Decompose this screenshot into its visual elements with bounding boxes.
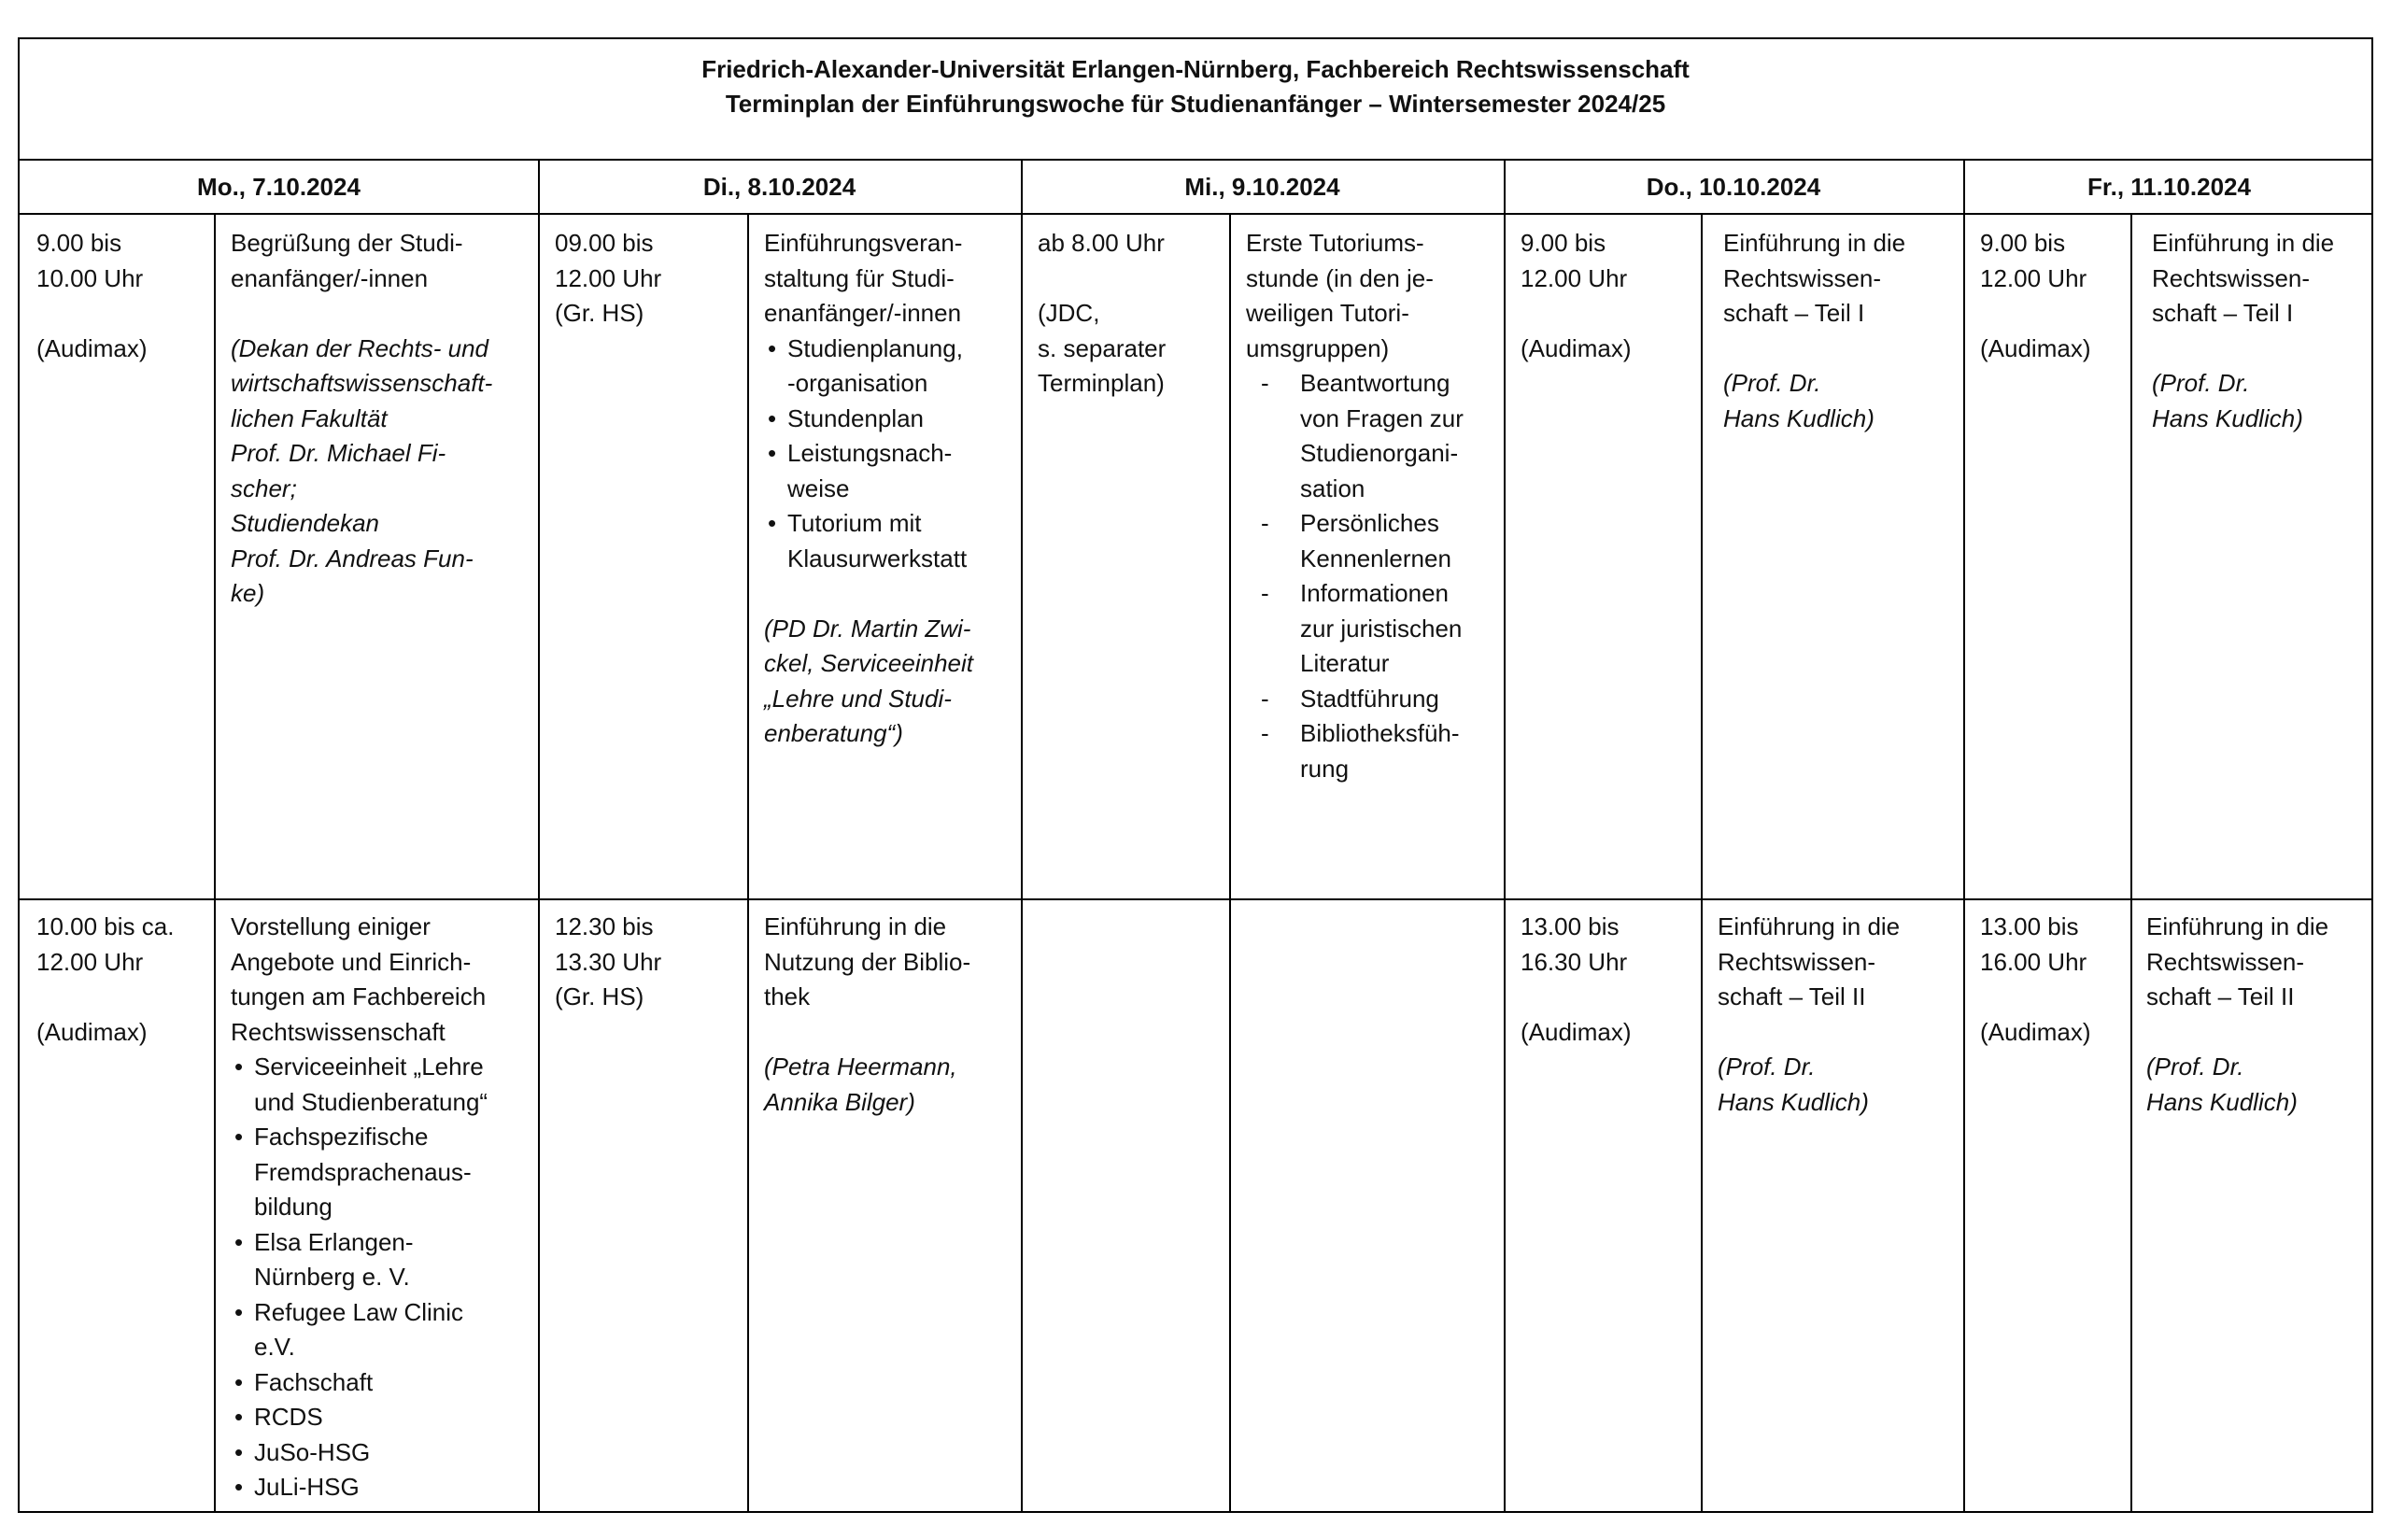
tue-slot2-time: 12.30 bis 13.30 Uhr (Gr. HS) xyxy=(555,910,742,1015)
day-header-wednesday: Mi., 9.10.2024 xyxy=(1184,173,1340,201)
list-item: - Informationen zur juristischen Literatur xyxy=(1246,576,1500,682)
table-header xyxy=(20,39,2371,161)
list-item: • Stundenplan xyxy=(764,402,1018,437)
row-divider xyxy=(20,898,2373,900)
speaker: (Prof. Dr. Hans Kudlich) xyxy=(2146,1053,2298,1116)
divider-line xyxy=(1963,161,1965,1513)
thu-slot1-event: Einführung in die Rechtswissen- schaft – Teil I (Prof. Dr. Hans Kudlich) xyxy=(1723,226,1961,436)
list-item: • Serviceeinheit „Lehre und Studienberatung“ xyxy=(231,1050,537,1120)
divider-line xyxy=(2130,215,2132,1513)
divider-line xyxy=(538,161,540,1513)
day-header-thursday: Do., 10.10.2024 xyxy=(1646,173,1821,201)
fri-slot1-time: 9.00 bis 12.00 Uhr (Audimax) xyxy=(1980,226,2128,366)
topic-list xyxy=(764,332,1018,577)
speaker: (Dekan der Rechts- und wirtschaftswissenschaft- lichen Fakultät Prof. Dr. Michael Fi- scher; Studiendekan Prof. Dr. Andreas Fun- ke) xyxy=(231,333,493,607)
tue-slot1-time: 09.00 bis 12.00 Uhr (Gr. HS) xyxy=(555,226,742,332)
location: (Audimax) xyxy=(1980,1017,2091,1046)
location: (Audimax) xyxy=(36,333,148,362)
thu-slot2-event: Einführung in die Rechtswissen- schaft – Teil II (Prof. Dr. Hans Kudlich) xyxy=(1718,910,1960,1120)
list-item: - Bibliotheksfüh- rung xyxy=(1246,716,1500,786)
list-item: • JuLi-HSG xyxy=(231,1470,537,1505)
fri-slot2-event: Einführung in die Rechtswissen- schaft – Teil II (Prof. Dr. Hans Kudlich) xyxy=(2146,910,2373,1120)
schedule-table xyxy=(18,37,2373,1513)
list-item: • Fachspezifische Fremdsprachenaus- bildung xyxy=(231,1120,537,1225)
list-item: • Studienplanung, -organisation xyxy=(764,332,1018,402)
header-line-1: Friedrich-Alexander-Universität Erlangen-Nürnberg, Fachbereich Rechtswissenschaft xyxy=(701,55,1690,83)
thu-slot2-time: 13.00 bis 16.30 Uhr (Audimax) xyxy=(1521,910,1696,1050)
list-item: • RCDS xyxy=(231,1400,537,1435)
mon-slot2-time: 10.00 bis ca. 12.00 Uhr (Audimax) xyxy=(36,910,212,1050)
list-item: • Fachschaft xyxy=(231,1365,537,1401)
speaker: (Prof. Dr. Hans Kudlich) xyxy=(1723,369,1875,432)
speaker: (PD Dr. Martin Zwi- ckel, Serviceeinheit „Lehre und Studi- enberatung“) xyxy=(764,614,973,747)
topic-list xyxy=(1246,366,1500,786)
location: (Gr. HS) xyxy=(555,299,644,327)
list-item: - Beantwortung von Fragen zur Studienorgani- sation xyxy=(1246,366,1500,506)
fri-slot2-time: 13.00 bis 16.00 Uhr (Audimax) xyxy=(1980,910,2128,1050)
header-line-2: Terminplan der Einführungswoche für Studienanfänger – Wintersemester 2024/25 xyxy=(725,90,1666,118)
speaker: (Prof. Dr. Hans Kudlich) xyxy=(2152,369,2303,432)
fri-slot1-event: Einführung in die Rechtswissen- schaft – Teil I (Prof. Dr. Hans Kudlich) xyxy=(2152,226,2373,436)
list-item: - Persönliches Kennenlernen xyxy=(1246,506,1500,576)
location: (Audimax) xyxy=(1521,1017,1632,1046)
list-item: • JuSo-HSG xyxy=(231,1435,537,1471)
day-header-friday: Fr., 11.10.2024 xyxy=(2087,173,2251,201)
wed-slot1-time: ab 8.00 Uhr (JDC, s. separater Terminplan) xyxy=(1038,226,1224,402)
list-item: • Refugee Law Clinic e.V. xyxy=(231,1295,537,1365)
divider-line xyxy=(1021,161,1023,1513)
day-header-row xyxy=(20,161,2371,215)
wed-slot1-event: Erste Tutoriums- stunde (in den je- weiligen Tutori- umsgruppen) - Beantwortung von Fragen zur Studienorgani- sation - Persönliches Kennenlernen - Informationen zur juristischen Literatur - Stadtführung - Bibliotheksfüh- rung xyxy=(1246,226,1500,786)
speaker: (Petra Heermann, Annika Bilger) xyxy=(764,1053,957,1116)
list-item: • Elsa Erlangen- Nürnberg e. V. xyxy=(231,1225,537,1295)
divider-line xyxy=(1504,161,1506,1513)
thu-slot1-time: 9.00 bis 12.00 Uhr (Audimax) xyxy=(1521,226,1696,366)
location: (Audimax) xyxy=(1521,333,1632,362)
mon-slot1-time: 9.00 bis 10.00 Uhr (Audimax) xyxy=(36,226,209,366)
divider-line xyxy=(747,215,749,1513)
tue-slot2-event: Einführung in die Nutzung der Biblio- thek (Petra Heermann, Annika Bilger) xyxy=(764,910,1018,1120)
location: (JDC, s. separater Terminplan) xyxy=(1038,299,1167,397)
divider-line xyxy=(1229,215,1231,1513)
location: (Audimax) xyxy=(36,1017,148,1046)
day-header-tuesday: Di., 8.10.2024 xyxy=(702,173,856,201)
tue-slot1-event: Einführungsveran- staltung für Studi- enanfänger/-innen • Studienplanung, -organisation • Stundenplan • Leistungsnach- weise • Tutorium mit Klausurwerkstatt (PD Dr. Martin Zwi- ckel, Serviceeinheit „Lehre und Studi- enberatung“) xyxy=(764,226,1018,752)
list-item: • Tutorium mit Klausurwerkstatt xyxy=(764,506,1018,576)
list-item: - Stadtführung xyxy=(1246,682,1500,717)
location: (Audimax) xyxy=(1980,333,2091,362)
institution-list xyxy=(231,1050,537,1505)
speaker: (Prof. Dr. Hans Kudlich) xyxy=(1718,1053,1869,1116)
mon-slot2-event: Vorstellung einiger Angebote und Einrich- tungen am Fachbereich Rechtswissenschaft • Serviceeinheit „Lehre und Studienberatung“ • Fachspezifische Fremdsprachenaus- bildung • Elsa Erlangen- Nürnberg e. V. • Refugee Law Clinic e.V. • Fachschaft • RCDS • JuSo-HSG • JuLi-HSG xyxy=(231,910,537,1505)
divider-line xyxy=(214,215,216,1513)
mon-slot1-event: Begrüßung der Studi- enanfänger/-innen (Dekan der Rechts- und wirtschaftswissenschaft- lichen Fakultät Prof. Dr. Michael Fi- scher; Studiendekan Prof. Dr. Andreas Fun- ke) xyxy=(231,226,534,612)
day-header-monday: Mo., 7.10.2024 xyxy=(197,173,361,201)
list-item: • Leistungsnach- weise xyxy=(764,436,1018,506)
location: (Gr. HS) xyxy=(555,982,644,1010)
divider-line xyxy=(1701,215,1703,1513)
